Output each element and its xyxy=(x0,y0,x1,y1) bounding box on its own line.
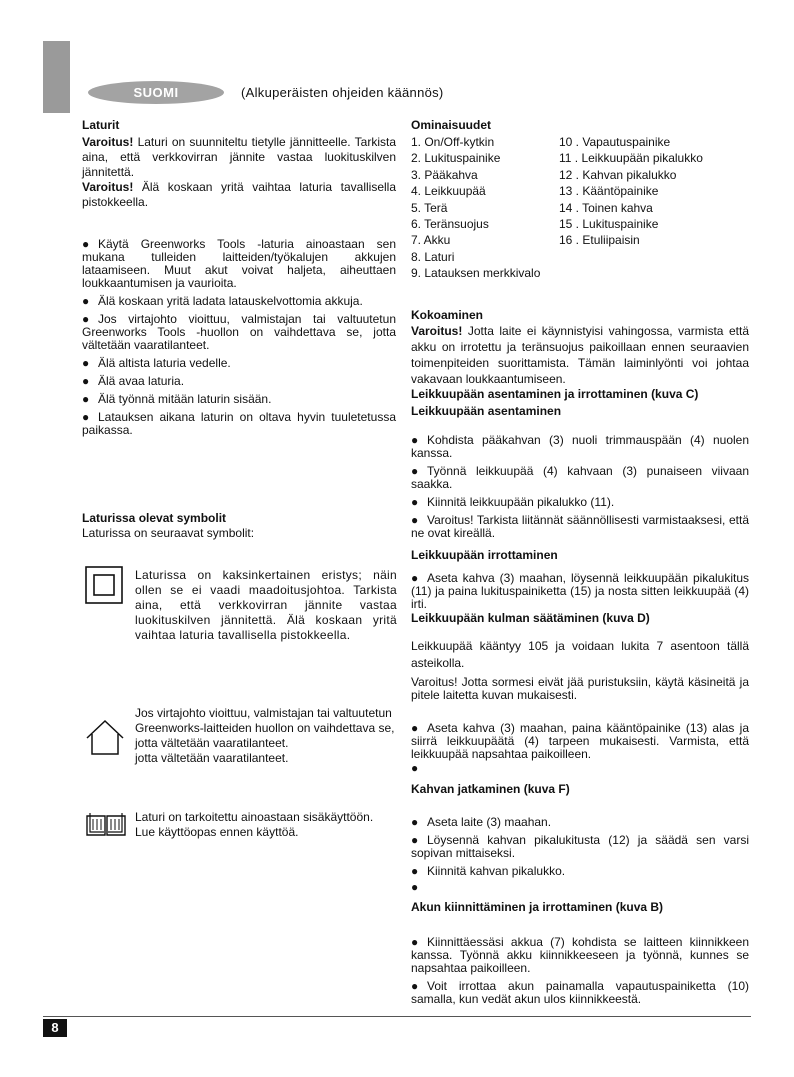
step-bullet: ● Aseta kahva (3) maahan, löysennä leikkuupään pikalukitus (11) ja paina lukituspainiketta (15) ja nosta sitten leikkuupää (4) irti. xyxy=(411,571,749,611)
step-bullet: ● Löysennä kahvan pikalukitusta (12) ja säädä sen varsi sopivan mittaiseksi. xyxy=(411,833,749,860)
indoor-use-house-icon xyxy=(85,718,125,756)
charger-bullet: ● Älä koskaan yritä ladata latauskelvottomia akkuja. xyxy=(82,294,363,308)
feature-item: 2. Lukituspainike xyxy=(411,151,501,166)
feature-item: 7. Akku xyxy=(411,233,451,248)
charger-bullet: ● Käytä Greenworks Tools -laturia ainoastaan sen mukana tulleiden laitteiden/työkalujen akkujen lataamiseen. Muut akut voivat haljeta, aiheuttaen loukkaantumisen ja vaurioita. xyxy=(82,237,396,290)
indoor-use-text: Laturi on tarkoitettu ainoastaan sisäkäyttöön. Lue käyttöopas ennen käyttöä. xyxy=(135,810,374,839)
section-d-title: Leikkuupään kulman säätäminen (kuva D) xyxy=(411,611,650,625)
feature-item: 15 . Lukituspainike xyxy=(559,217,659,232)
charger-bullets xyxy=(82,238,396,437)
assembly-warning: Varoitus! Jotta laite ei käynnistyisi vahingossa, varmista että akku on irrotettu ja teränsuojus paikoillaan ennen seuraavien toimenpiteiden suorittamista. Tämän laiminlyönti voi johtaa vakavaan loukkaantumiseen. xyxy=(411,324,749,386)
features-list-2 xyxy=(559,134,703,249)
step-bullet: ● Varoitus! Tarkista liitännät säännöllisesti varmistaaksesi, että ne ovat kireällä. xyxy=(411,513,749,540)
remove-subtitle: Leikkuupään irrottaminen xyxy=(411,548,558,562)
feature-item: 10 . Vapautuspainike xyxy=(559,135,671,149)
features-title: Ominaisuudet xyxy=(411,118,492,132)
section-d-warning: Varoitus! Jotta sormesi eivät jää puristuksiin, käytä käsineitä ja pitele laitetta kuvan mukaisesti. xyxy=(411,675,749,702)
feature-item: 14 . Toinen kahva xyxy=(559,200,653,215)
read-manual-book-icon xyxy=(85,810,127,838)
charger-bullet: ● Älä altista laturia vedelle. xyxy=(82,356,231,370)
charger-title: Laturit xyxy=(82,118,120,132)
assembly-title: Kokoaminen xyxy=(411,308,484,322)
charger-section xyxy=(82,118,396,210)
feature-item: 12 . Kahvan pikalukko xyxy=(559,167,677,182)
step-bullet: ● Voit irrottaa akun painamalla vapautuspainiketta (10) samalla, kun vedät akun ulos kiinnikkeestä. xyxy=(411,979,749,1006)
footer-rule xyxy=(43,1016,751,1017)
double-insulation-text: Laturissa on kaksinkertainen eristys; näin ollen se ei vaadi maadoitusjohtoa. Tarkista aina, että verkkovirran jännite vastaa luokituskilven jännitettä. Älä koskaan yritä vaihtaa laturia tavallisella pistokkeella. xyxy=(135,568,397,642)
symbols-title: Laturissa olevat symbolit xyxy=(82,511,227,525)
section-c-bullets xyxy=(411,434,749,540)
section-f-title: Kahvan jatkaminen (kuva F) xyxy=(411,782,570,796)
charger-bullet: ● Älä työnnä mitään laturin sisään. xyxy=(82,392,272,406)
remove-bullet-block xyxy=(411,572,749,611)
symbols-section xyxy=(82,511,396,541)
section-c-subtitle: Leikkuupään asentaminen xyxy=(411,404,562,418)
feature-item: 9. Latauksen merkkivalo xyxy=(411,266,541,281)
page-number: 8 xyxy=(43,1019,67,1037)
step-bullet: ● Aseta kahva (3) maahan, paina kääntöpainike (13) alas ja siirrä leikkuupäätä (4) tarpeen mukaisesti. Varmista, että leikkuupää napsahtaa paikoilleen. xyxy=(411,721,749,761)
charger-warning-2: Varoitus! Älä koskaan yritä vaihtaa laturia tavallisella pistokkeella. xyxy=(82,180,396,209)
feature-item: 5. Terä xyxy=(411,200,448,215)
section-b-title: Akun kiinnittäminen ja irrottaminen (kuva B) xyxy=(411,900,664,914)
section-d-bullet xyxy=(411,722,749,773)
feature-item: 11 . Leikkuupään pikalukko xyxy=(559,151,703,166)
assembly-section xyxy=(411,308,749,419)
double-insulation-icon xyxy=(85,566,123,604)
step-bullet: ● Kiinnitä kahvan pikalukko. xyxy=(411,864,566,878)
feature-item: 1. On/Off-kytkin xyxy=(411,135,495,149)
charger-bullet: ● Älä avaa laturia. xyxy=(82,374,185,388)
section-d-text: Leikkuupää kääntyy 105 ja voidaan lukita 7 asentoon tällä asteikolla. xyxy=(411,639,749,670)
step-bullet: ● Kohdista pääkahvan (3) nuoli trimmauspään (4) nuolen kanssa. xyxy=(411,433,749,460)
features-list-1 xyxy=(411,134,540,282)
charger-bullet: ● Jos virtajohto vioittuu, valmistajan tai valtuutetun Greenworks Tools -huollon on vaihdettava se, jotta vältetään vaaratilanteet. xyxy=(82,312,396,352)
service-text: Jos virtajohto vioittuu, valmistajan tai valtuutetun Greenworks-laitteiden huollon on vaihdettava se, jotta vältetään vaaratilanteet. jotta vältetään vaaratilanteet. xyxy=(135,706,395,765)
feature-item: 8. Laturi xyxy=(411,249,455,264)
section-c-title: Leikkuupään asentaminen ja irrottaminen (kuva C) xyxy=(411,387,699,401)
empty-bullet: ● xyxy=(411,761,419,775)
translation-note: (Alkuperäisten ohjeiden käännös) xyxy=(241,85,444,100)
feature-item: 4. Leikkuupää xyxy=(411,184,486,199)
feature-item: 13 . Kääntöpainike xyxy=(559,184,659,199)
step-bullet: ● Aseta laite (3) maahan. xyxy=(411,815,552,829)
step-bullet: ● Kiinnittäessäsi akkua (7) kohdista se laitteen kiinnikkeen kanssa. Työnnä akku kiinnikkeeseen ja työnnä, kunnes se napsahtaa paikoilleen. xyxy=(411,935,749,975)
side-tab-marker xyxy=(43,41,70,113)
charger-warning-1: Varoitus! Laturi on suunniteltu tietylle jännitteelle. Tarkista aina, että verkkovirran jännite vastaa luokituskilven jännitettä. xyxy=(82,135,396,179)
section-f-bullets xyxy=(411,816,749,892)
empty-bullet: ● xyxy=(411,880,419,894)
section-b-bullets xyxy=(411,936,749,1006)
language-badge: SUOMI xyxy=(88,81,224,104)
symbols-intro: Laturissa on seuraavat symbolit: xyxy=(82,526,255,540)
feature-item: 3. Pääkahva xyxy=(411,167,478,182)
feature-item: 6. Teränsuojus xyxy=(411,217,489,232)
charger-bullet: ● Latauksen aikana laturin on oltava hyvin tuuletetussa paikassa. xyxy=(82,410,396,437)
step-bullet: ● Kiinnitä leikkuupään pikalukko (11). xyxy=(411,495,615,509)
step-bullet: ● Työnnä leikkuupää (4) kahvaan (3) punaiseen viivaan saakka. xyxy=(411,464,749,491)
feature-item: 16 . Etuliipaisin xyxy=(559,233,640,248)
